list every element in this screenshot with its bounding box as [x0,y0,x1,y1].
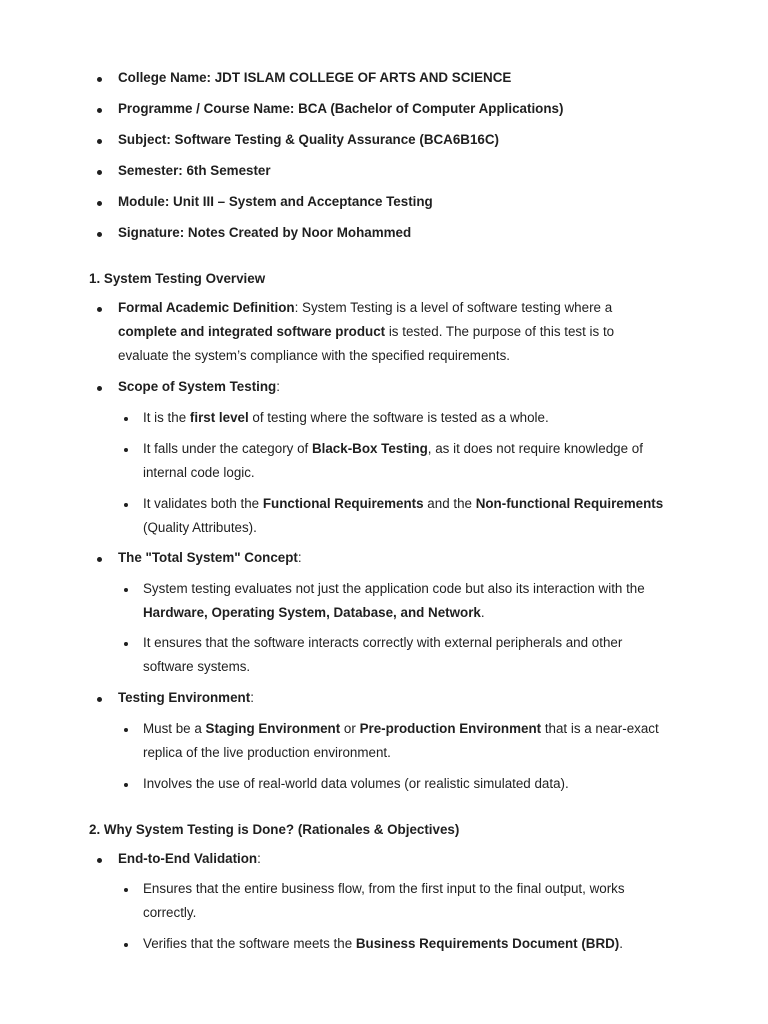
formal-definition-line-3: evaluate the system’s compliance with the specified requirements. [118,348,510,363]
sub-bullet [124,448,128,452]
scope-item-1: It is the first level of testing where the software is tested as a whole. [143,410,549,425]
bullet [97,108,102,113]
formal-definition-line-2: complete and integrated software product is tested. The purpose of this test is to [118,324,615,339]
sub-bullet [124,417,128,421]
total-system-item-1-line-1: System testing evaluates not just the application code but also its interaction with the [143,581,645,596]
bullet [97,77,102,82]
scope-item-3-line-2: (Quality Attributes). [143,520,257,535]
bullet [97,201,102,206]
bullet [97,170,102,175]
e2e-heading: End-to-End Validation: [118,851,261,866]
header-subject: Subject: Software Testing & Quality Assurance (BCA6B16C) [118,132,499,147]
total-system-heading: The "Total System" Concept: [118,550,302,565]
header-semester: Semester: 6th Semester [118,163,271,178]
sub-bullet [124,503,128,507]
sub-bullet [124,642,128,646]
bullet [97,386,102,391]
header-programme: Programme / Course Name: BCA (Bachelor of Computer Applications) [118,101,564,116]
header-signature: Signature: Notes Created by Noor Mohammed [118,225,412,240]
scope-heading: Scope of System Testing: [118,379,280,394]
environment-heading: Testing Environment: [118,690,254,705]
environment-item-2: Involves the use of real-world data volumes (or realistic simulated data). [143,776,569,791]
bullet [97,858,102,863]
bullet [97,557,102,562]
bullet [97,307,102,312]
environment-item-1-line-2: replica of the live production environment. [143,745,391,760]
section-heading-2: 2. Why System Testing is Done? (Rationales & Objectives) [89,822,460,837]
sub-bullet [124,943,128,947]
scope-item-2-line-1: It falls under the category of Black-Box Testing, as it does not require knowledge of [143,441,643,456]
bullet [97,232,102,237]
environment-item-1-line-1: Must be a Staging Environment or Pre-production Environment that is a near-exact [143,721,659,736]
sub-bullet [124,588,128,592]
scope-item-3-line-1: It validates both the Functional Requirements and the Non-functional Requirements [143,496,664,511]
total-system-item-2-line-1: It ensures that the software interacts correctly with external peripherals and other [143,635,623,650]
total-system-item-2-line-2: software systems. [143,659,251,674]
bullet [97,697,102,702]
e2e-item-2: Verifies that the software meets the Business Requirements Document (BRD). [143,936,624,951]
sub-bullet [124,728,128,732]
sub-bullet [124,783,128,787]
e2e-item-1-line-2: correctly. [143,905,197,920]
header-module: Module: Unit III – System and Acceptance Testing [118,194,433,209]
e2e-item-1-line-1: Ensures that the entire business flow, from the first input to the final output, works [143,881,625,896]
formal-definition-line-1: Formal Academic Definition: System Testing is a level of software testing where a [118,300,613,315]
section-heading-1: 1. System Testing Overview [89,271,266,286]
sub-bullet [124,888,128,892]
scope-item-2-line-2: internal code logic. [143,465,255,480]
header-college: College Name: JDT ISLAM COLLEGE OF ARTS AND SCIENCE [118,70,512,85]
bullet [97,139,102,144]
total-system-item-1-line-2: Hardware, Operating System, Database, and Network. [143,605,485,620]
